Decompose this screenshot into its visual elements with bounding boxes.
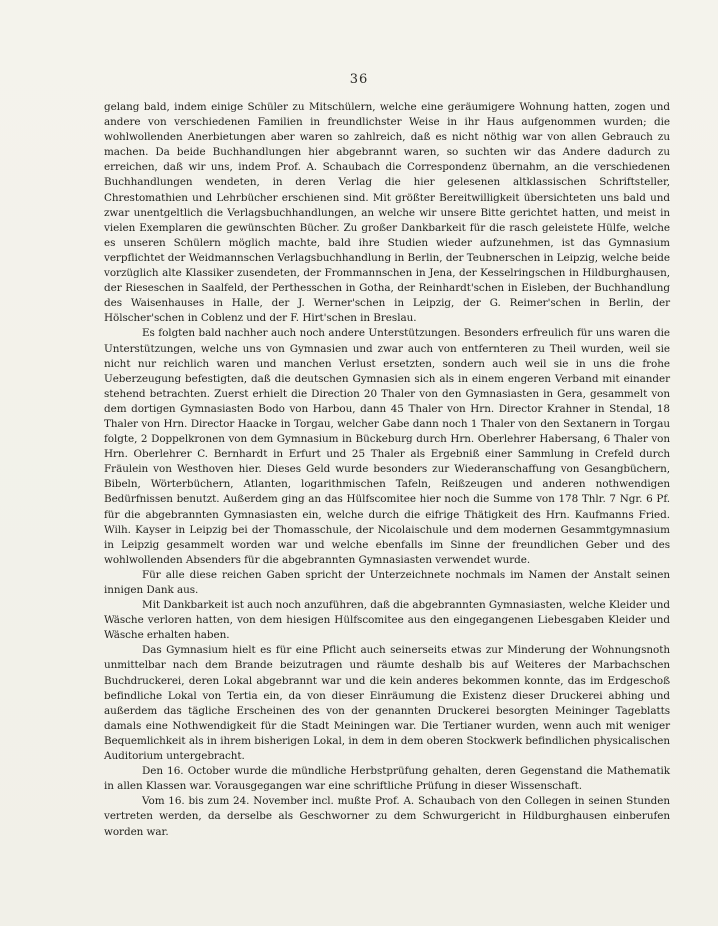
paragraph-november-absence: Vom 16. bis zum 24. November incl. mußte Prof. A. Schaubach von den Collegen in seinen Stunden vertreten werden, da derselbe als Geschworner zu dem Schwurgericht in Hildburghausen einberufen worden war.	[104, 795, 670, 838]
paragraph-autumn-exam: Den 16. October wurde die mündliche Herbstprüfung gehalten, deren Gegenstand die Mathematik in allen Klassen war. Vorausgegangen war eine schriftliche Prüfung in dieser Wissenschaft.	[104, 765, 670, 793]
paragraph-gymnasium-support: Es folgten bald nachher auch noch andere Unterstützungen. Besonders erfreulich für uns waren die Unterstützungen, welche uns von Gymnasien und zwar auch von entfernteren zu Theil wurden, weil sie nicht nur reichlich waren und manchen Verlust ersetzten, sondern auch weil sie in uns die frohe Ueberzeugung befestigten, daß die deutschen Gymnasien sich als in einem engeren Verband mit einander stehend betrachten. Zuerst erhielt die Direction 20 Thaler von den Gymnasiasten in Gera, gesammelt von dem dortigen Gymnasiasten Bodo von Harbou, dann 45 Thaler von Hrn. Director Krahner in Stendal, 18 Thaler von Hrn. Director Haacke in Torgau, welcher Gabe dann noch 1 Thaler von den Sextanern in Torgau folgte, 2 Doppelkronen von dem Gymnasium in Bückeburg durch Hrn. Oberlehrer Habersang, 6 Thaler von Hrn. Oberlehrer C. Bernhardt in Erfurt und 25 Thaler als Ergebniß einer Sammlung in Crefeld durch Fräulein von Westhoven hier. Dieses Geld wurde besonders zur Wiederanschaffung von Gesangbüchern, Bibeln, Wörterbüchern, Atlanten, logarithmischen Tafeln, Reißzeugen und anderen nothwendigen Bedürfnissen benutzt. Außerdem ging an das Hülfscomitee hier noch die Summe von 178 Thlr. 7 Ngr. 6 Pf. für die abgebrannten Gymnasiasten ein, welche durch die eifrige Thätigkeit des Hrn. Kaufmanns Fried. Wilh. Kayser in Leipzig bei der Thomasschule, der Nicolaischule und dem modernen Gesammtgymnasium in Leipzig gesammelt worden war und welche ebenfalls im Sinne der freundlichen Geber und des wohlwollenden Absenders für die abgebrannten Gymnasiasten verwendet wurde.	[104, 327, 670, 566]
page-number: 36	[349, 72, 369, 87]
paragraph-printing-house: Das Gymnasium hielt es für eine Pflicht auch seinerseits etwas zur Minderung der Wohnungsnoth unmittelbar nach dem Brande beizutragen und räumte deshalb bis auf Weiteres der Marbachschen Buchdruckerei, deren Lokal abgebrannt war und die kein anderes bekommen konnte, das im Erdgeschoß befindliche Lokal von Tertia ein, da von dieser Einräumung die Existenz dieser Druckerei abhing und außerdem das tägliche Erscheinen des von der genannten Druckerei besorgten Meininger Tageblatts damals eine Nothwendigkeit für die Stadt Meiningen war. Die Tertianer wurden, wenn auch mit weniger Bequemlichkeit als in ihrem bisherigen Lokal, in dem in dem oberen Stockwerk befindlichen physicalischen Auditorium untergebracht.	[104, 644, 670, 763]
body-text	[104, 100, 670, 840]
paragraph-clothing-aid: Mit Dankbarkeit ist auch noch anzuführen, daß die abgebrannten Gymnasiasten, welche Kleider und Wäsche verloren hatten, von dem hiesigen Hülfscomitee aus den eingegangenen Liebesgaben Kleider und Wäsche erhalten haben.	[104, 599, 670, 642]
paragraph-thanks: Für alle diese reichen Gaben spricht der Unterzeichnete nochmals im Namen der Anstalt seinen innigen Dank aus.	[104, 568, 670, 596]
paragraph-book-donations: gelang bald, indem einige Schüler zu Mitschülern, welche eine geräumigere Wohnung hatten, zogen und andere von verschiedenen Familien in freundlichster Weise in ihr Haus aufgenommen wurden; die wohlwollenden Anerbietungen aber waren so zahlreich, daß es nicht nöthig war von allen Gebrauch zu machen. Da beide Buchhandlungen hier abgebrannt waren, so suchten wir das Andere dadurch zu erreichen, daß wir uns, indem Prof. A. Schaubach die Correspondenz übernahm, an die verschiedenen Buchhandlungen wendeten, in deren Verlag die hier gelesenen altklassischen Schriftsteller, Chrestomathien und Lehrbücher erschienen sind. Mit größter Bereitwilligkeit übersichteten uns bald und zwar unentgeltlich die Verlagsbuchhandlungen, an welche wir unsere Bitte gerichtet hatten, und meist in vielen Exemplaren die gewünschten Bücher. Zu großer Dankbarkeit für die rasch geleistete Hülfe, welche es unseren Schülern möglich machte, bald ihre Studien wieder aufzunehmen, ist das Gymnasium verpflichtet der Weidmannschen Verlagsbuchhandlung in Berlin, der Teubnerschen in Leipzig, welche beide vorzüglich alte Klassiker zusendeten, der Frommannschen in Jena, der Kesselringschen in Hildburghausen, der Rieseschen in Saalfeld, der Perthesschen in Gotha, der Reinhardt'schen in Eisleben, der Buchhandlung des Waisenhauses in Halle, der J. Werner'schen in Leipzig, der G. Reimer'schen in Berlin, der Hölscher'schen in Coblenz und der F. Hirt'schen in Breslau.	[104, 101, 670, 325]
